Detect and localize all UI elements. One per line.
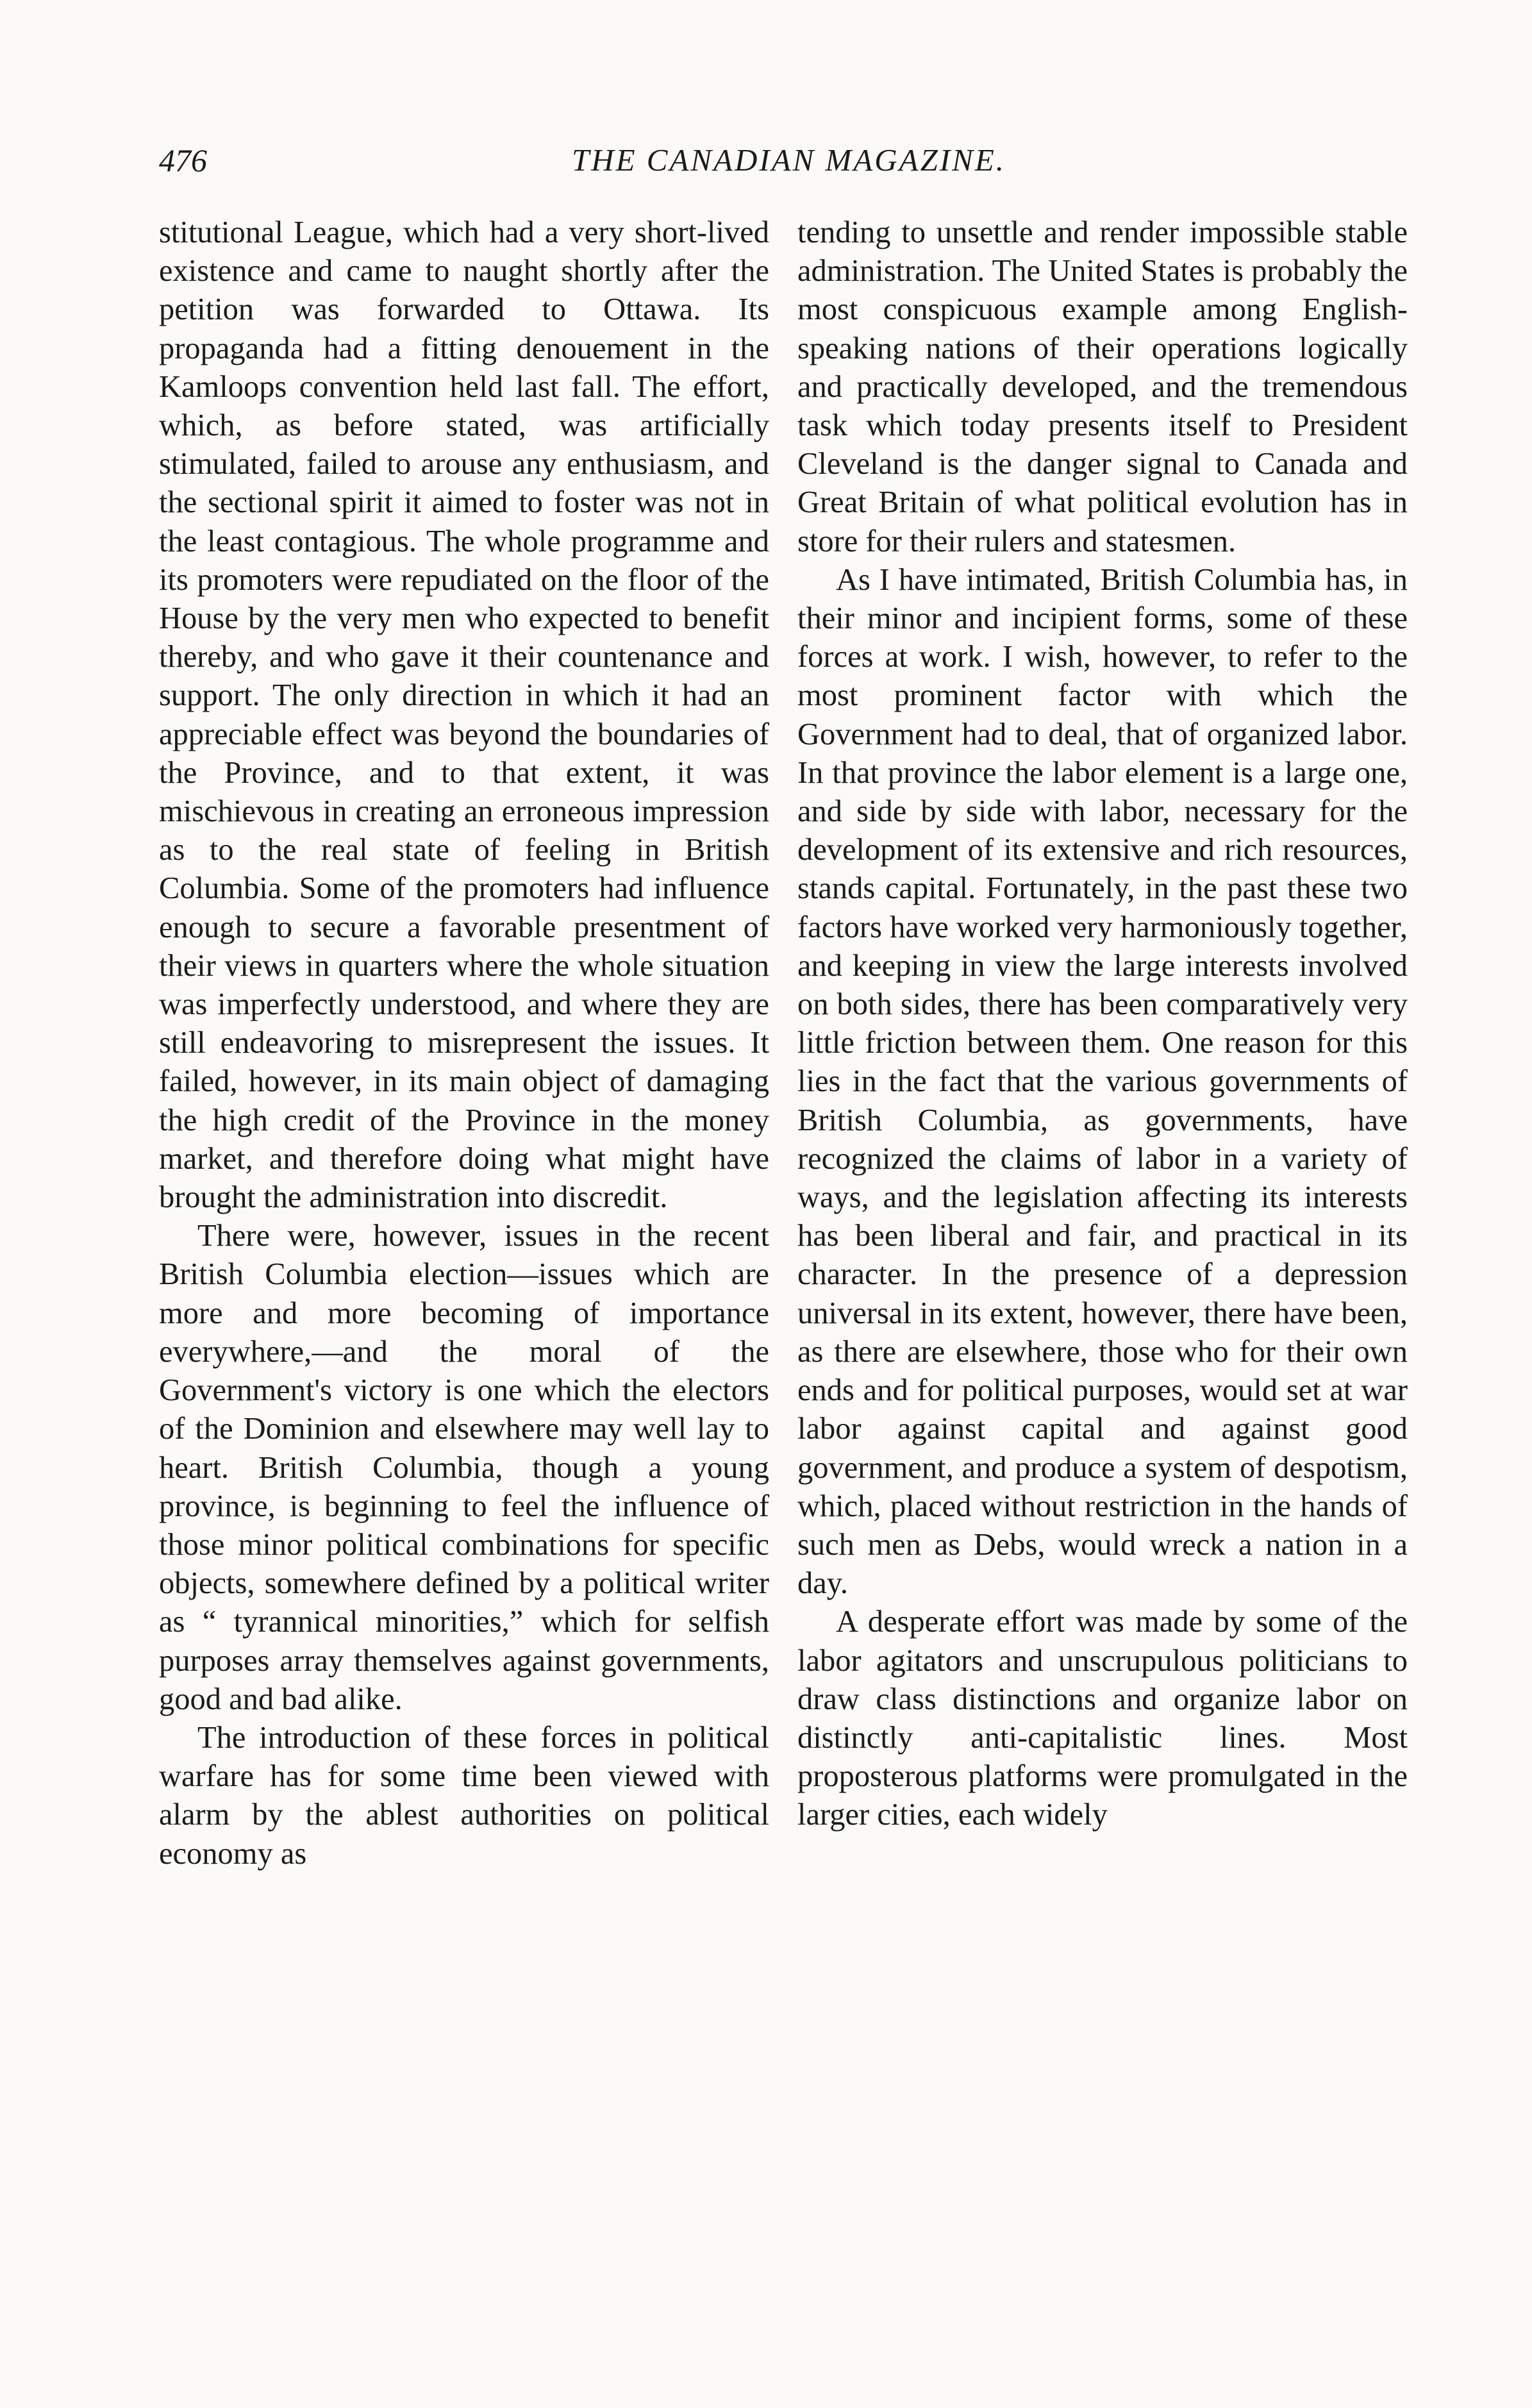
paragraph: As I have intimated, British Columbia has, in their minor and incipient forms, some of these forces at work. I wish, however, to refer to the most prominent factor with which the Government had to deal, that of organized labor. In that province the labor element is a large one, and side by side with labor, necessary for the development of its extensive and rich resources, stands capital. Fortunately, in the past these two factors have worked very harmoniously together, and keeping in view the large interests involved on both sides, there has been comparatively very little friction between them. One reason for this lies in the fact that the various governments of British Columbia, as governments, have recognized the claims of labor in a variety of ways, and the legislation affecting its interests has been liberal and fair, and practical in its character. In the presence of a depression universal in its extent, however, there have been, as there are elsewhere, those who for their own ends and for political purposes, would set at war labor against capital and against good government, and produce a system of despotism, which, placed without restriction in the hands of such men as Debs, would wreck a nation in a day. xyxy=(797,562,1408,1601)
paragraph: The introduction of these forces in political warfare has for some time been viewed with alarm by the ablest authorities on political economy as xyxy=(159,1720,769,1871)
running-title: THE CANADIAN MAGAZINE. xyxy=(571,142,1006,178)
right-column xyxy=(797,213,1408,1835)
running-header xyxy=(159,131,1419,189)
paragraph: tending to unsettle and render impossible stable administration. The United States is probably the most conspicuous example among English-speaking nations of their operations logically and practically developed, and the tremendous task which today presents itself to President Cleveland is the danger signal to Canada and Great Britain of what political evolution has in store for their rulers and statesmen. xyxy=(797,215,1408,558)
page-number: 476 xyxy=(159,142,207,178)
paragraph: There were, however, issues in the recent British Columbia election—issues which are more and more becoming of importance everywhere,—and the moral of the Government's victory is one which the electors of the Dominion and elsewhere may well lay to heart. British Columbia, though a young province, is beginning to feel the influence of those minor political combinations for specific objects, somewhere defined by a political writer as “ tyrannical minorities,” which for selfish purposes array themselves against governments, good and bad alike. xyxy=(159,1219,769,1716)
paragraph: A desperate effort was made by some of the labor agitators and unscrupulous politicians to draw class distinctions and organize labor on distinctly anti-capitalistic lines. Most proposterous platforms were promulgated in the larger cities, each widely xyxy=(797,1605,1408,1832)
paragraph: stitutional League, which had a very short-lived existence and came to naught shortly after the petition was forwarded to Ottawa. Its propaganda had a fitting denouement in the Kamloops convention held last fall. The effort, which, as before stated, was artificially stimulated, failed to arouse any enthusiasm, and the sectional spirit it aimed to foster was not in the least contagious. The whole programme and its promoters were repudiated on the floor of the House by the very men who expected to benefit thereby, and who gave it their countenance and support. The only direction in which it had an appreciable effect was beyond the boundaries of the Province, and to that extent, it was mischievous in creating an erroneous impression as to the real state of feeling in British Columbia. Some of the promoters had influence enough to secure a favorable presentment of their views in quarters where the whole situation was imperfectly understood, and where they are still endeavoring to misrepresent the issues. It failed, however, in its main object of damaging the high credit of the Province in the money market, and therefore doing what might have brought the administration into discredit. xyxy=(159,215,769,1215)
left-column xyxy=(159,213,769,1873)
